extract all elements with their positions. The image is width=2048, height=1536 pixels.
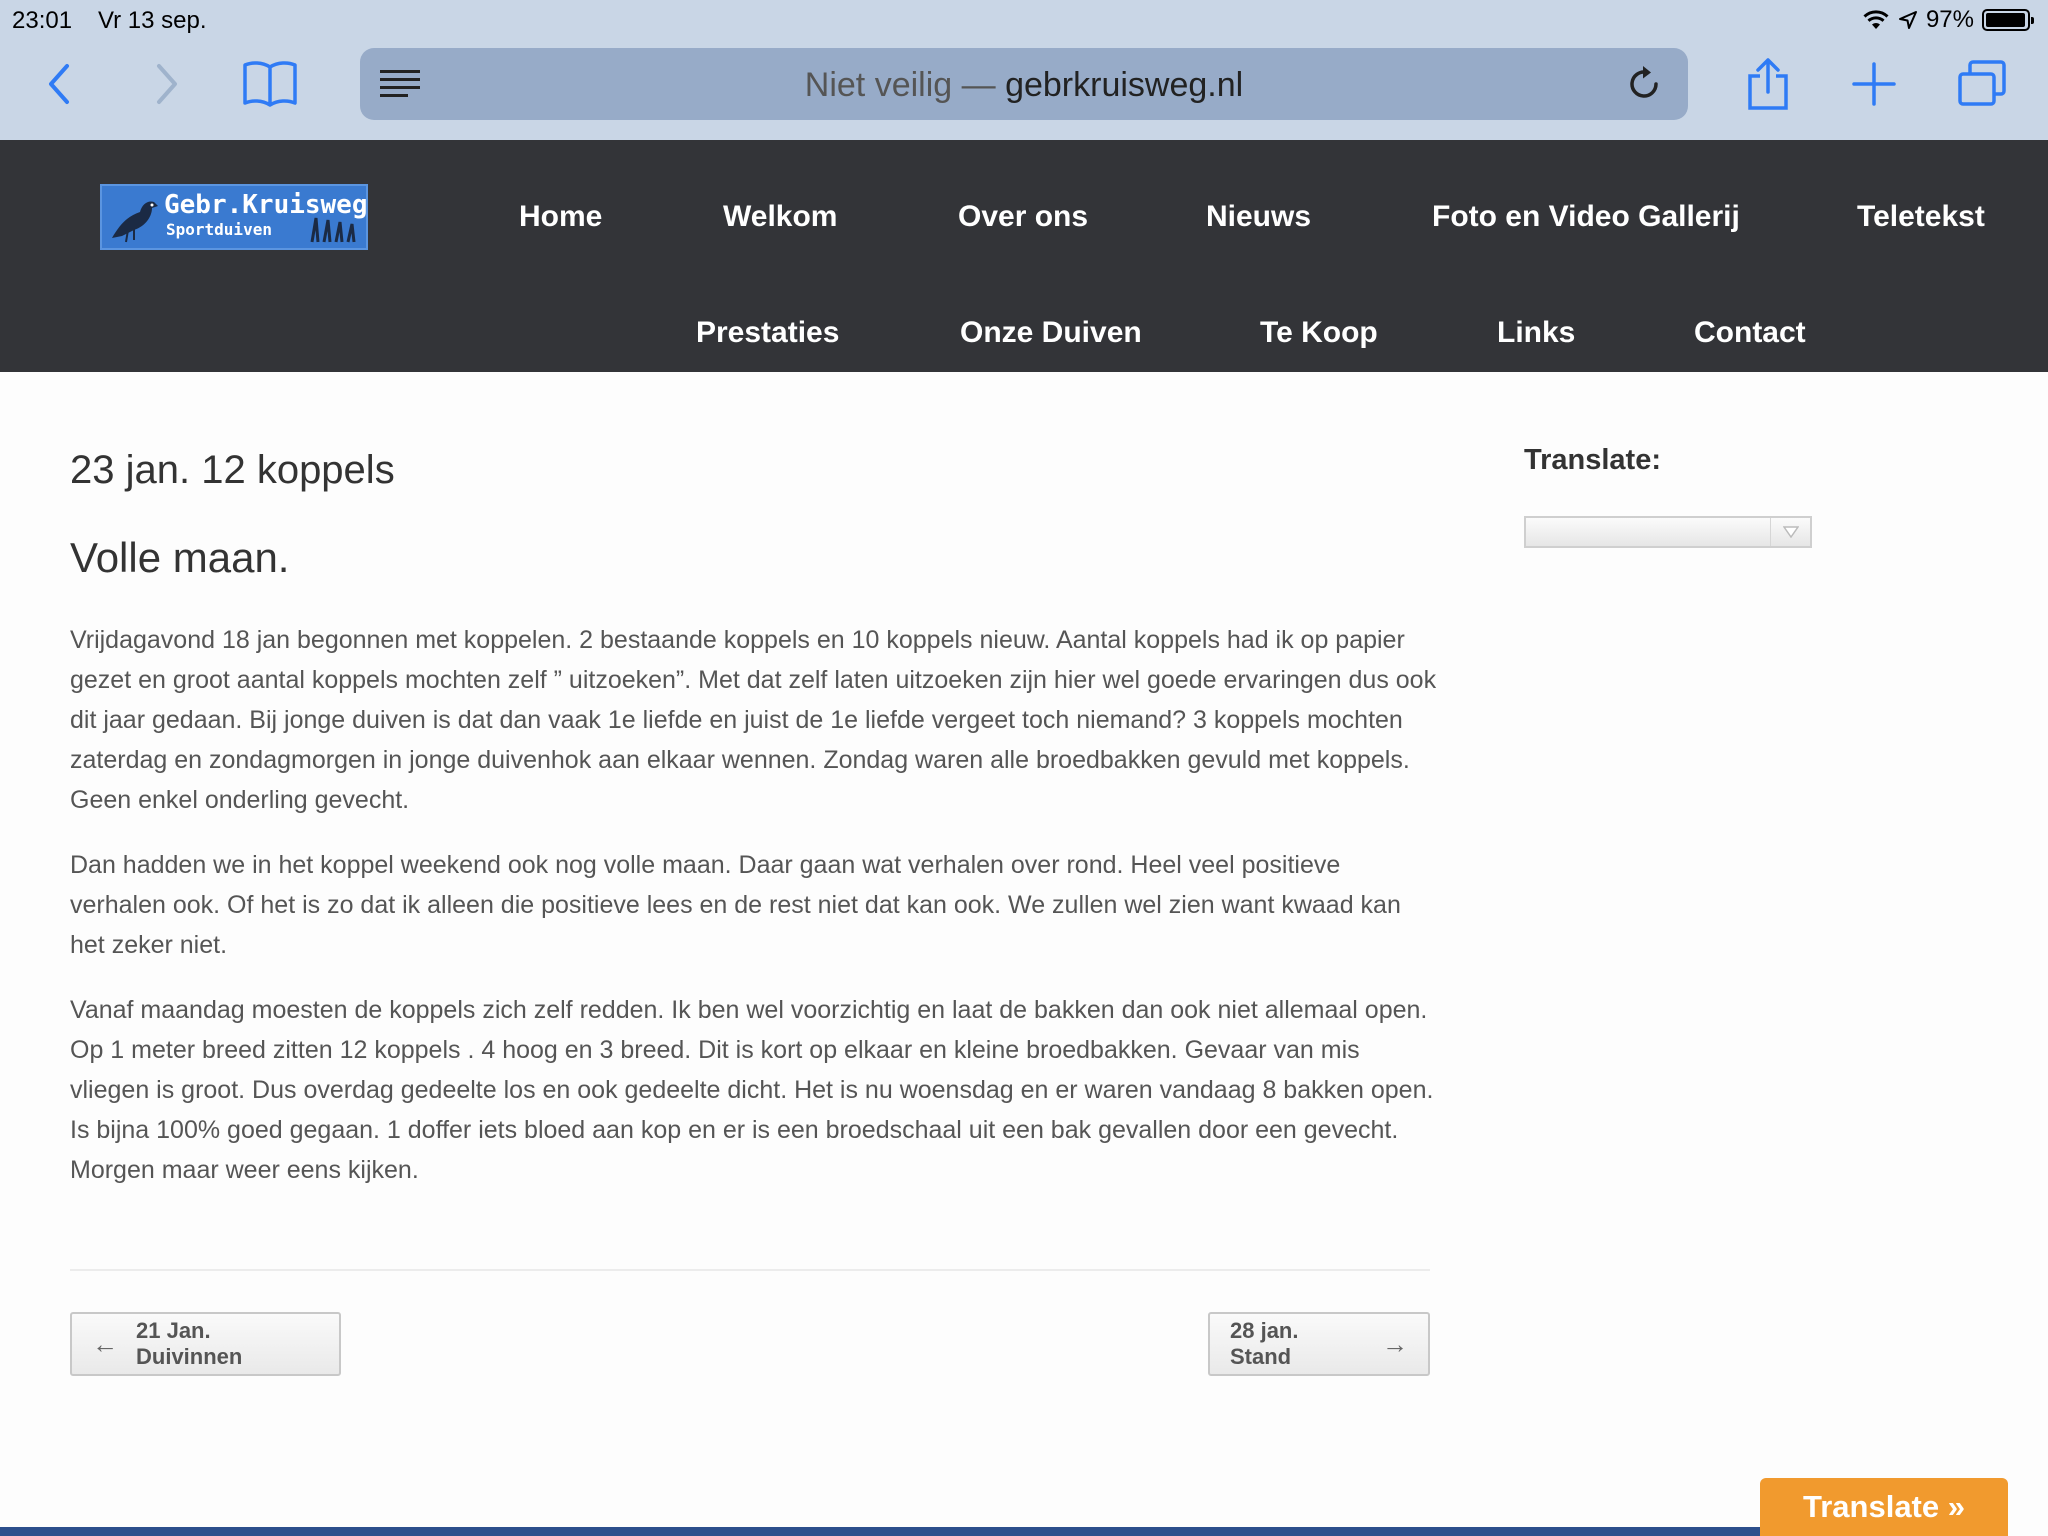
- nav-te-koop[interactable]: Te Koop: [1260, 316, 1378, 349]
- translate-widget-title: Translate:: [1524, 444, 1661, 476]
- flying-birds-icon: [308, 212, 362, 246]
- next-post-button[interactable]: [1208, 1312, 1430, 1376]
- nav-welkom[interactable]: Welkom: [723, 200, 838, 233]
- new-tab-button[interactable]: [1842, 52, 1906, 116]
- location-arrow-icon: [1898, 10, 1918, 30]
- right-arrow-icon: →: [1382, 1328, 1408, 1359]
- post-subtitle: Volle maan.: [70, 534, 290, 581]
- status-right: [1862, 6, 2030, 34]
- nav-home[interactable]: Home: [519, 200, 603, 233]
- site-header: [0, 140, 2048, 372]
- url-text: [360, 66, 1688, 105]
- nav-links[interactable]: Links: [1497, 316, 1576, 349]
- site-logo[interactable]: [100, 184, 368, 250]
- previous-post-label: 21 Jan. Duivinnen: [136, 1318, 243, 1369]
- bookmarks-button[interactable]: [238, 52, 302, 116]
- post-paragraph-3: Vanaf maandag moesten de koppels zich zelf redden. Ik ben wel voorzichtig en laat de bakken dan ook niet allemaal open. Op 1 meter breed zitten 12 koppels . 4 hoog en 3 breed. Dit is kort op elkaar en kleine broedbakken. Gevaar van mis vliegen is groot. Dus overdag gedeelte los en ook gedeelte dicht. Het is nu woensdag en er waren vandaag 8 bakken open. Is bijna 100% goed gegaan. 1 doffer iets bloed aan kop en er is een broedschaal uit een bak gevallen door een gevecht. Morgen maar weer eens kijken.: [70, 996, 1434, 1184]
- battery-fill: [1986, 13, 2025, 27]
- pigeon-logo-icon: [106, 190, 162, 246]
- wifi-icon: [1862, 9, 1890, 31]
- forward-chevron-icon: [151, 62, 181, 106]
- new-tab-plus-icon: [1852, 62, 1896, 106]
- battery-icon: [1982, 9, 2030, 31]
- nav-contact[interactable]: Contact: [1694, 316, 1806, 349]
- reload-icon[interactable]: [1622, 62, 1666, 106]
- post-paragraph-2: Dan hadden we in het koppel weekend ook nog volle maan. Daar gaan wat verhalen over rond. Heel veel positieve verhalen ook. Of het is zo dat ik alleen die positieve lees en de rest niet dat kan ook. We zullen wel zien want kwaad kan het zeker niet.: [70, 851, 1401, 959]
- tabs-button[interactable]: [1950, 52, 2014, 116]
- previous-post-button[interactable]: [70, 1312, 341, 1376]
- battery-percent: 97%: [1925, 6, 1974, 33]
- nav-onze-duiven[interactable]: Onze Duiven: [960, 316, 1142, 349]
- post-paragraph-1: Vrijdagavond 18 jan begonnen met koppelen. 2 bestaande koppels en 10 koppels nieuw. Aantal koppels had ik op papier gezet en groot aantal koppels mochten zelf ” uitzoeken”. Met dat zelf laten uitzoeken zijn hier wel goede ervaringen dus ook dit jaar gedaan. Bij jonge duiven is dat dan vaak 1e liefde en juist de 1e liefde vergeet toch niemand? 3 koppels mochten zaterdag en zondagmorgen in jonge duivenhok aan elkaar wennen. Zondag waren alle broedbakken gevuld met koppels. Geen enkel onderling gevecht.: [70, 626, 1437, 814]
- logo-subtitle: Sportduiven: [166, 220, 272, 239]
- status-date: Vr 13 sep.: [98, 7, 207, 34]
- footer-bar: [0, 1527, 1760, 1536]
- nav-teletekst[interactable]: Teletekst: [1857, 200, 1985, 233]
- url-insecure-label: Niet veilig —: [804, 66, 996, 104]
- nav-foto-video-gallerij[interactable]: Foto en Video Gallerij: [1432, 200, 1740, 233]
- back-button[interactable]: [28, 52, 92, 116]
- logo-title: Gebr.Kruisweg: [164, 190, 368, 220]
- chevron-down-icon: [1783, 526, 1799, 538]
- share-icon: [1746, 56, 1790, 112]
- status-time: 23:01: [12, 7, 73, 34]
- left-arrow-icon: ←: [92, 1328, 118, 1359]
- nav-over-ons[interactable]: Over ons: [958, 200, 1089, 233]
- back-chevron-icon: [45, 62, 75, 106]
- tabs-icon: [1956, 60, 2008, 108]
- bookmarks-book-icon: [242, 59, 298, 109]
- address-bar[interactable]: [360, 48, 1688, 120]
- select-caret: [1770, 518, 1810, 546]
- status-bar: [0, 0, 2048, 40]
- url-domain: gebrkruisweg.nl: [1005, 66, 1244, 104]
- forward-button[interactable]: [134, 52, 198, 116]
- post-divider: [70, 1269, 1430, 1271]
- nav-prestaties[interactable]: Prestaties: [696, 316, 840, 349]
- browser-chrome: [0, 0, 2048, 140]
- post-title: 23 jan. 12 koppels: [70, 448, 395, 492]
- next-post-label: 28 jan. Stand: [1230, 1318, 1299, 1369]
- share-button[interactable]: [1736, 52, 1800, 116]
- translate-floating-button[interactable]: Translate »: [1760, 1478, 2008, 1536]
- translate-language-select[interactable]: [1524, 516, 1812, 548]
- nav-nieuws[interactable]: Nieuws: [1206, 200, 1312, 233]
